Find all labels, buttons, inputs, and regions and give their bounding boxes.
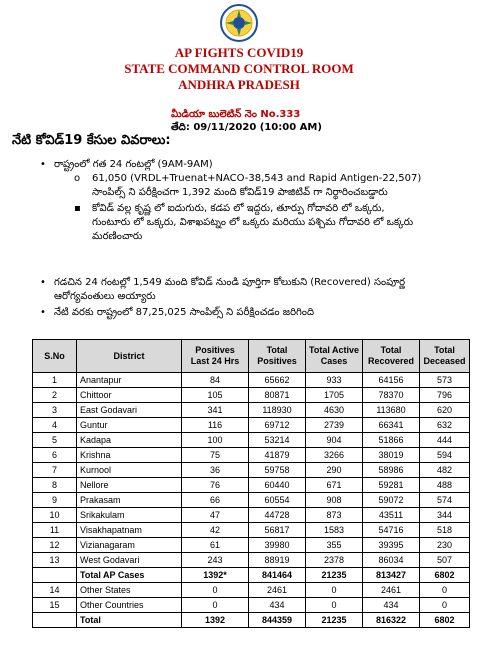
total-samples-detail: నేటి వరకు రాష్ట్రంలో 87,25,025 సాంపిల్స్ ని పరీక్షించడం జరిగింది — [54, 307, 315, 318]
column-header: Total Active Cases — [306, 340, 363, 373]
table-cell: 15 — [33, 598, 77, 613]
table-cell: 4 — [33, 418, 77, 433]
table-cell: 75 — [182, 448, 249, 463]
table-cell: 482 — [420, 463, 470, 478]
table-cell: 76 — [182, 478, 249, 493]
table-row — [33, 418, 470, 433]
table-cell: 86034 — [363, 553, 420, 568]
table-cell: 6802 — [420, 568, 470, 583]
table-cell: 60554 — [249, 493, 306, 508]
header-subtitle: STATE COMMAND CONTROL ROOM — [124, 61, 354, 76]
table-cell: 59281 — [363, 478, 420, 493]
table-row — [33, 493, 470, 508]
table-row — [33, 373, 470, 388]
table-cell: 230 — [420, 538, 470, 553]
deaths-detail-line3: మరణించారు — [92, 231, 143, 242]
table-cell: Srikakulam — [77, 508, 182, 523]
bullet-dot: • — [40, 307, 46, 318]
table-cell: Total — [77, 613, 182, 628]
table-cell: 10 — [33, 508, 77, 523]
table-cell: 3266 — [306, 448, 363, 463]
table-cell: Prakasam — [77, 493, 182, 508]
samples-tested-detail: 61,050 (VRDL+Truenat+NACO-38,543 and Rapid Antigen-22,507) — [92, 173, 422, 184]
table-cell: 434 — [363, 598, 420, 613]
table-cell: Other Countries — [77, 598, 182, 613]
table-cell: 60440 — [249, 478, 306, 493]
table-cell: 66341 — [363, 418, 420, 433]
table-cell: 0 — [306, 583, 363, 598]
table-cell: 6 — [33, 448, 77, 463]
table-cell: 113680 — [363, 403, 420, 418]
ap-emblem-logo — [219, 3, 259, 43]
table-cell: 0 — [182, 583, 249, 598]
recovered-detail-line1: గడచిన 24 గంటల్లో 1,549 మంది కోవిడ్ నుండి పూర్తిగా కోలుకుని (Recovered) సంపూర్ణ — [54, 277, 406, 288]
bullet-24hrs-tested: రాష్ట్రంలో గత 24 గంటల్లో (9AM-9AM) — [54, 159, 213, 170]
table-row — [33, 523, 470, 538]
recovered-detail-line2: ఆరోగ్యవంతులు అయ్యారు — [54, 291, 156, 302]
column-header: Total Positives — [249, 340, 306, 373]
table-cell: 3 — [33, 403, 77, 418]
table-cell: 507 — [420, 553, 470, 568]
table-cell: Total AP Cases — [77, 568, 182, 583]
column-header: District — [77, 340, 182, 373]
table-cell: 873 — [306, 508, 363, 523]
header-state: ANDHRA PRADESH — [178, 77, 300, 92]
table-cell: 13 — [33, 553, 77, 568]
table-cell: 8 — [33, 478, 77, 493]
table-cell: 344 — [420, 508, 470, 523]
table-cell: Nellore — [77, 478, 182, 493]
table-cell: 2739 — [306, 418, 363, 433]
positive-cases-detail: సాంపిల్స్ ని పరీక్షించగా 1,392 మంది కోవిడ్19 పాజిటివ్ గా నిర్థారించబడ్డారు — [92, 187, 388, 198]
table-cell: Kadapa — [77, 433, 182, 448]
table-cell: 4630 — [306, 403, 363, 418]
deaths-detail-line1: కోవిడ్ వల్ల కృష్ణ లో ఐదుగురు, కడప లో ఇద్దరు, తూర్పు గోదావరి లో ఒక్కరు, — [92, 203, 385, 214]
table-cell: 844359 — [249, 613, 306, 628]
table-cell: 84 — [182, 373, 249, 388]
column-header: S.No — [33, 340, 77, 373]
table-cell: 816322 — [363, 613, 420, 628]
table-cell: 69712 — [249, 418, 306, 433]
table-cell: 116 — [182, 418, 249, 433]
date-label: తేది: — [171, 122, 190, 133]
table-cell: 1583 — [306, 523, 363, 538]
table-cell: East Godavari — [77, 403, 182, 418]
table-cell: 444 — [420, 433, 470, 448]
header-title: AP FIGHTS COVID19 — [174, 45, 304, 60]
table-cell: 0 — [182, 598, 249, 613]
table-cell: 0 — [420, 598, 470, 613]
table-cell: 58986 — [363, 463, 420, 478]
table-cell: 434 — [249, 598, 306, 613]
table-cell: 43511 — [363, 508, 420, 523]
table-cell: 21235 — [306, 568, 363, 583]
section-title: నేటి కోవిడ్19 కేసుల వివరాలు: — [12, 133, 171, 148]
table-cell: 47 — [182, 508, 249, 523]
table-cell: 39395 — [363, 538, 420, 553]
table-cell: 290 — [306, 463, 363, 478]
table-cell: 118930 — [249, 403, 306, 418]
table-cell — [33, 568, 77, 583]
table-cell: Other States — [77, 583, 182, 598]
table-cell: 88919 — [249, 553, 306, 568]
table-cell: 9 — [33, 493, 77, 508]
table-cell: 51866 — [363, 433, 420, 448]
table-cell: 61 — [182, 538, 249, 553]
table-cell: 243 — [182, 553, 249, 568]
table-cell: 100 — [182, 433, 249, 448]
table-cell: 518 — [420, 523, 470, 538]
table-cell: 908 — [306, 493, 363, 508]
table-cell: 21235 — [306, 613, 363, 628]
table-cell: 355 — [306, 538, 363, 553]
table-cell: 2461 — [249, 583, 306, 598]
table-cell: 105 — [182, 388, 249, 403]
bullet-dot: • — [40, 159, 46, 170]
table-cell: 1392 — [182, 613, 249, 628]
deaths-detail-line2: గుంటూరు లో ఒక్కరు, విశాఖపట్నం లో ఒక్కరు మరియు పశ్చిమ గోదావరి లో ఒక్కరు — [92, 217, 414, 228]
media-bulletin-number: మీడియా బులెటిన్ నెం No.333 — [171, 109, 301, 120]
table-cell: 7 — [33, 463, 77, 478]
table-cell: 14 — [33, 583, 77, 598]
table-cell: 813427 — [363, 568, 420, 583]
sub-bullet-square: ▪ — [74, 203, 81, 214]
table-cell: 573 — [420, 373, 470, 388]
table-row — [33, 538, 470, 553]
table-cell: Guntur — [77, 418, 182, 433]
table-cell: 59072 — [363, 493, 420, 508]
table-total-row — [33, 613, 470, 628]
table-cell: 12 — [33, 538, 77, 553]
bullet-dot: • — [40, 277, 46, 288]
table-row — [33, 388, 470, 403]
table-total-row — [33, 568, 470, 583]
table-cell: 0 — [420, 583, 470, 598]
table-cell: 2378 — [306, 553, 363, 568]
table-row — [33, 553, 470, 568]
district-cases-table — [32, 339, 470, 628]
column-header: Positives Last 24 Hrs — [182, 340, 249, 373]
table-cell: 1392* — [182, 568, 249, 583]
table-cell: 594 — [420, 448, 470, 463]
table-cell: 904 — [306, 433, 363, 448]
table-cell: 574 — [420, 493, 470, 508]
table-cell: 1705 — [306, 388, 363, 403]
table-cell: 933 — [306, 373, 363, 388]
table-row — [33, 583, 470, 598]
table-cell: 66 — [182, 493, 249, 508]
table-row — [33, 598, 470, 613]
bulletin-date — [171, 121, 322, 135]
table-cell: 80871 — [249, 388, 306, 403]
table-cell: 2 — [33, 388, 77, 403]
table-cell: 488 — [420, 478, 470, 493]
table-row — [33, 508, 470, 523]
table-cell: Visakhapatnam — [77, 523, 182, 538]
date-value: 09/11/2020 (10:00 AM) — [189, 122, 322, 133]
table-cell: Kurnool — [77, 463, 182, 478]
table-cell: 44728 — [249, 508, 306, 523]
table-cell: 56817 — [249, 523, 306, 538]
table-cell: 341 — [182, 403, 249, 418]
table-cell: 38019 — [363, 448, 420, 463]
table-cell: 6802 — [420, 613, 470, 628]
table-cell: 671 — [306, 478, 363, 493]
column-header: Total Recovered — [363, 340, 420, 373]
table-cell: 36 — [182, 463, 249, 478]
table-cell: Krishna — [77, 448, 182, 463]
table-cell: 54716 — [363, 523, 420, 538]
table-cell: 64156 — [363, 373, 420, 388]
table-cell: 5 — [33, 433, 77, 448]
table-cell: 41879 — [249, 448, 306, 463]
table-cell: 2461 — [363, 583, 420, 598]
table-cell: 59758 — [249, 463, 306, 478]
table-cell: 1 — [33, 373, 77, 388]
table-row — [33, 403, 470, 418]
table-row — [33, 478, 470, 493]
table-cell: 11 — [33, 523, 77, 538]
table-row — [33, 448, 470, 463]
table-cell: 42 — [182, 523, 249, 538]
table-cell: 620 — [420, 403, 470, 418]
table-cell: 78370 — [363, 388, 420, 403]
table-row — [33, 463, 470, 478]
table-cell: 632 — [420, 418, 470, 433]
column-header: Total Deceased — [420, 340, 470, 373]
table-cell: 39980 — [249, 538, 306, 553]
table-cell: West Godavari — [77, 553, 182, 568]
table-cell: 796 — [420, 388, 470, 403]
table-cell: 53214 — [249, 433, 306, 448]
table-cell — [33, 613, 77, 628]
table-cell: 65662 — [249, 373, 306, 388]
table-cell: Vizianagaram — [77, 538, 182, 553]
table-cell: 841464 — [249, 568, 306, 583]
table-cell: Chittoor — [77, 388, 182, 403]
sub-bullet-circle: o — [74, 173, 81, 184]
table-row — [33, 433, 470, 448]
table-cell: 0 — [306, 598, 363, 613]
table-header-row — [33, 340, 470, 373]
table-cell: Anantapur — [77, 373, 182, 388]
